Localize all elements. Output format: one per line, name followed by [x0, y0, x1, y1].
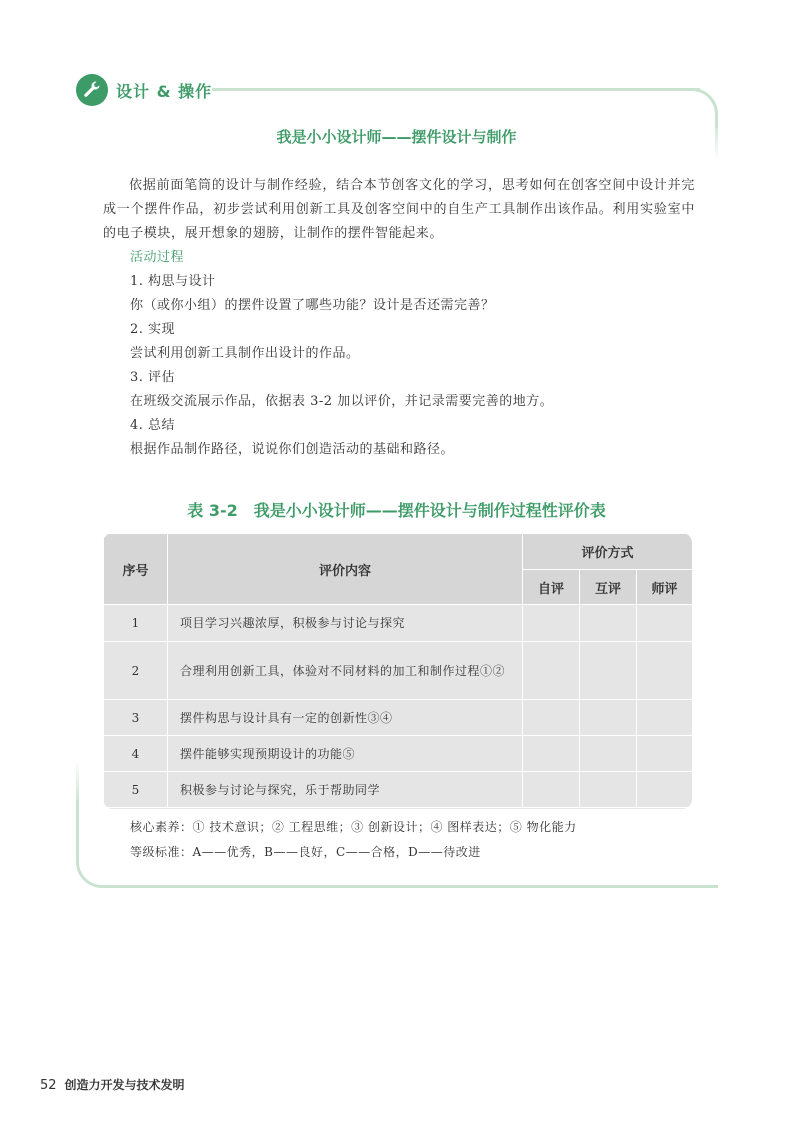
step-text: 根据作品制作路径，说说你们创造活动的基础和路径。: [130, 442, 455, 457]
section-title: 设计 & 操作: [116, 81, 213, 101]
step-title: 2. 实现: [130, 322, 176, 337]
self-cell: [523, 605, 580, 642]
table-notes: [130, 815, 577, 865]
header-self: 自评: [523, 570, 580, 605]
header-peer: 互评: [580, 570, 637, 605]
row-num: 5: [104, 772, 168, 808]
teacher-cell: [637, 772, 693, 808]
header-seq: 序号: [104, 534, 168, 605]
teacher-cell: [637, 700, 693, 736]
table-row: [104, 605, 693, 642]
evaluation-table: [103, 533, 692, 809]
row-num: 1: [104, 605, 168, 642]
peer-cell: [580, 642, 637, 700]
header-content: 评价内容: [168, 534, 523, 605]
grade-standard-note: 等级标准：A——优秀，B——良好，C——合格，D——待改进: [130, 845, 481, 859]
peer-cell: [580, 736, 637, 772]
peer-cell: [580, 772, 637, 808]
header-teacher: 师评: [637, 570, 693, 605]
row-content: 摆件能够实现预期设计的功能⑤: [168, 736, 523, 772]
table-title: 表 3-2 我是小小设计师——摆件设计与制作过程性评价表: [187, 501, 606, 520]
table-row: [104, 736, 693, 772]
book-title: 创造力开发与技术发明: [64, 1078, 185, 1092]
row-num: 4: [104, 736, 168, 772]
step-text: 在班级交流展示作品，依据表 3-2 加以评价，并记录需要完善的地方。: [130, 394, 554, 409]
teacher-cell: [637, 605, 693, 642]
core-literacy-note: 核心素养：① 技术意识；② 工程思维；③ 创新设计；④ 图样表达；⑤ 物化能力: [130, 820, 577, 834]
intro-paragraph: 依据前面笔筒的设计与制作经验，结合本节创客文化的学习，思考如何在创客空间中设计并完成一个摆件作品，初步尝试利用创新工具及创客空间中的自生产工具制作出该作品。利用实验室中的电子模块，展开想象的翅膀，让制作的摆件智能起来。: [103, 178, 695, 241]
header-method: 评价方式: [523, 534, 693, 570]
page-number: 52: [40, 1078, 57, 1093]
step-text: 尝试利用创新工具制作出设计的作品。: [130, 346, 360, 361]
row-num: 3: [104, 700, 168, 736]
row-num: 2: [104, 642, 168, 700]
table-row: [104, 772, 693, 808]
frame-corner: [690, 88, 718, 128]
activity-title: 我是小小设计师——摆件设计与制作: [276, 128, 517, 146]
step-title: 1. 构思与设计: [130, 274, 216, 289]
step-title: 3. 评估: [130, 370, 176, 385]
self-cell: [523, 642, 580, 700]
table-row: [104, 642, 693, 700]
self-cell: [523, 772, 580, 808]
row-content: 积极参与讨论与探究，乐于帮助同学: [168, 772, 523, 808]
wrench-icon: [76, 74, 108, 106]
steps-heading: 活动过程: [130, 250, 185, 265]
self-cell: [523, 700, 580, 736]
activity-steps: [130, 246, 690, 462]
frame-top-border: [212, 88, 700, 91]
self-cell: [523, 736, 580, 772]
step-title: 4. 总结: [130, 418, 176, 433]
teacher-cell: [637, 642, 693, 700]
frame-left-border: [76, 760, 79, 804]
peer-cell: [580, 700, 637, 736]
row-content: 合理利用创新工具，体验对不同材料的加工和制作过程①②: [168, 642, 523, 700]
section-header: [76, 73, 212, 107]
teacher-cell: [637, 736, 693, 772]
row-content: 摆件构思与设计具有一定的创新性③④: [168, 700, 523, 736]
peer-cell: [580, 605, 637, 642]
row-content: 项目学习兴趣浓厚，积极参与讨论与探究: [168, 605, 523, 642]
step-text: 你（或你小组）的摆件设置了哪些功能？设计是否还需完善？: [130, 298, 495, 313]
table-row: [104, 700, 693, 736]
page-footer: [40, 1076, 185, 1093]
